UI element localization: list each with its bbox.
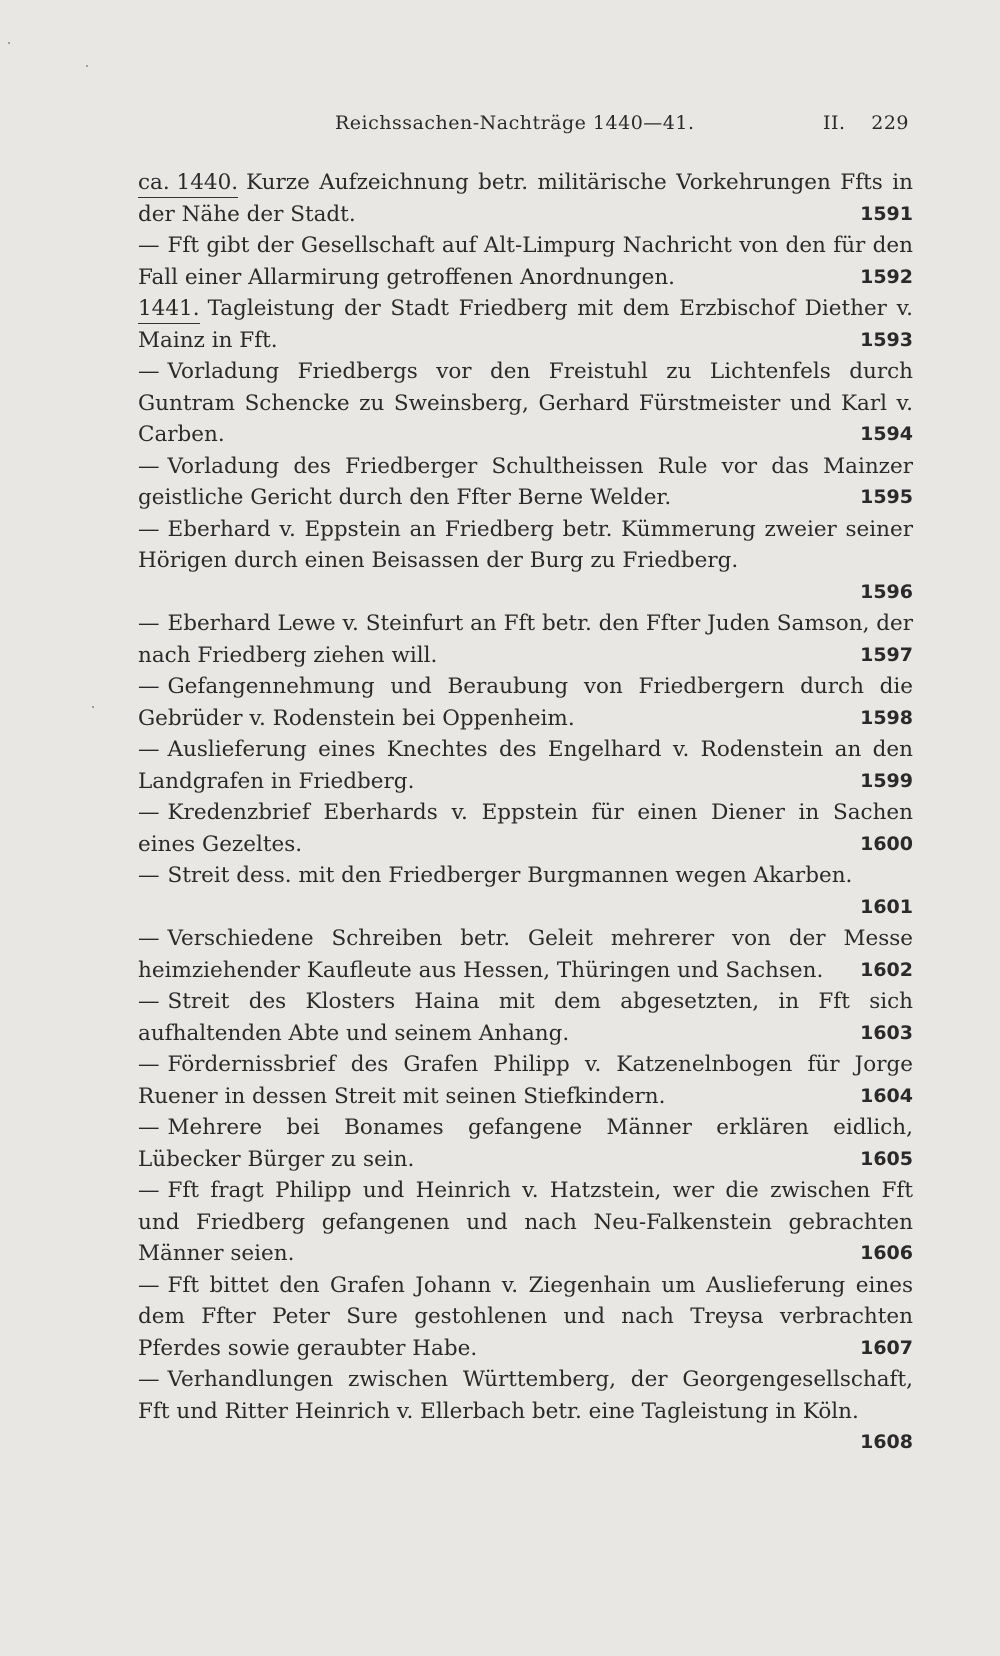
page-number: 229 [871,112,909,134]
entry-dash: — [138,233,160,258]
entry-1600 [138,797,913,860]
entry-date: ca. 1440. [138,170,238,198]
entry-text: Fft fragt Philipp und Heinrich v. Hatzstein, wer die zwischen Fft und Friedberg gefangenen und nach Neu-Falkenstein gebrachten Männer seien. [138,1178,913,1266]
entry-number: 1603 [860,1021,913,1044]
entry-dash: — [138,1178,160,1203]
entry-1594 [138,356,913,451]
scan-speck [92,706,94,708]
entry-number: 1607 [860,1336,913,1359]
entry-dash: — [138,989,160,1014]
running-title: Reichssachen-Nachträge 1440—41. [335,112,695,134]
entry-1599 [138,734,913,797]
entry-dash: — [138,1272,160,1298]
entry-dash: — [138,863,160,888]
entry-text: Kredenzbrief Eberhards v. Eppstein für einen Diener in Sachen eines Gezeltes. [138,800,913,857]
entry-1602 [138,923,913,986]
entry-1596 [138,514,913,609]
entry-date: 1441. [138,296,200,324]
entry-dash: — [138,800,160,825]
entry-1597 [138,608,913,671]
entry-number: 1595 [860,486,913,508]
entry-list [138,167,913,1459]
entry-dash: — [138,926,160,951]
entry-1601 [138,860,913,923]
entry-number: 1606 [860,1242,913,1264]
entry-dash: — [138,1052,160,1077]
entry-text: Auslieferung eines Knechtes des Engelhard v. Rodenstein an den Landgrafen in Friedberg. [138,737,913,794]
entry-text: Fft bittet den Grafen Johann v. Ziegenhain um Auslieferung eines dem Ffter Peter Sure gestohlenen und nach Treysa verbrachten Pferdes sowie geraubter Habe. [138,1272,913,1361]
entry-text: Fft gibt der Gesellschaft auf Alt-Limpurg Nachricht von den für den Fall einer Allarmirung getroffenen Anordnungen. [138,233,913,290]
entry-number: 1591 [860,202,913,225]
entry-1592 [138,230,913,293]
entry-text: Streit dess. mit den Friedberger Burgmannen wegen Akarben. [167,863,853,888]
scan-speck [8,42,10,44]
entry-dash: — [138,674,160,699]
entry-text: Vorladung des Friedberger Schultheissen Rule vor das Mainzer geistliche Gericht durch den Ffter Berne Welder. [138,453,913,510]
entry-1595 [138,451,913,514]
page-header [138,112,913,142]
entry-dash: — [138,1115,160,1140]
entry-1604 [138,1049,913,1112]
entry-dash: — [138,737,160,762]
entry-number: 1598 [860,706,913,729]
entry-number: 1597 [860,643,913,666]
entry-1606 [138,1175,913,1270]
entry-number: 1599 [860,769,913,792]
entry-dash: — [138,453,160,479]
entry-text: Verschiedene Schreiben betr. Geleit mehrerer von der Messe heimziehender Kaufleute aus Hessen, Thüringen und Sachsen. [138,926,913,983]
entry-1603 [138,986,913,1049]
entry-number: 1602 [860,958,913,981]
entry-dash: — [138,611,160,636]
entry-dash: — [138,516,160,542]
entry-1605 [138,1112,913,1175]
entry-1591 [138,167,913,230]
entry-1593 [138,293,913,356]
entry-text: Kurze Aufzeichnung betr. militärische Vorkehrungen Ffts in der Nähe der Stadt. [138,170,913,227]
entry-1608 [138,1364,913,1459]
entry-dash: — [138,1367,160,1392]
entry-number: 1593 [860,328,913,351]
entry-text: Fördernissbrief des Grafen Philipp v. Katzenelnbogen für Jorge Ruener in dessen Streit mit seinen Stiefkindern. [138,1052,913,1109]
entry-text: Eberhard v. Eppstein an Friedberg betr. Kümmerung zweier seiner Hörigen durch einen Beisassen der Burg zu Friedberg. [138,516,913,573]
entry-number: 1594 [860,423,913,445]
entry-number: 1604 [860,1084,913,1107]
entry-text: Tagleistung der Stadt Friedberg mit dem Erzbischof Diether v. Mainz in Fft. [138,296,913,353]
entry-1607 [138,1270,913,1365]
entry-dash: — [138,359,160,384]
entry-number: 1600 [860,832,913,855]
entry-number: 1596 [860,580,913,603]
entry-text: Gefangennehmung und Beraubung von Friedbergern durch die Gebrüder v. Rodenstein bei Oppenheim. [138,674,913,731]
entry-number: 1605 [860,1147,913,1170]
scan-speck [86,65,88,67]
part-number: II. [823,112,846,134]
entry-text: Verhandlungen zwischen Württemberg, der Georgengesellschaft, Fft und Ritter Heinrich v. Ellerbach betr. eine Tagleistung in Köln. [138,1367,913,1424]
entry-text: Streit des Klosters Haina mit dem abgesetzten, in Fft sich aufhaltenden Abte und seinem Anhang. [138,989,913,1046]
entry-text: Eberhard Lewe v. Steinfurt an Fft betr. den Ffter Juden Samson, der nach Friedberg ziehen will. [138,611,913,668]
entry-text: Vorladung Friedbergs vor den Freistuhl zu Lichtenfels durch Guntram Schencke zu Sweinsberg, Gerhard Fürstmeister und Karl v. Carben. [138,359,913,447]
entry-number: 1601 [860,895,913,918]
entry-number: 1592 [860,265,913,288]
entry-number: 1608 [860,1431,913,1453]
entry-text: Mehrere bei Bonames gefangene Männer erklären eidlich, Lübecker Bürger zu sein. [138,1115,913,1172]
entry-1598 [138,671,913,734]
